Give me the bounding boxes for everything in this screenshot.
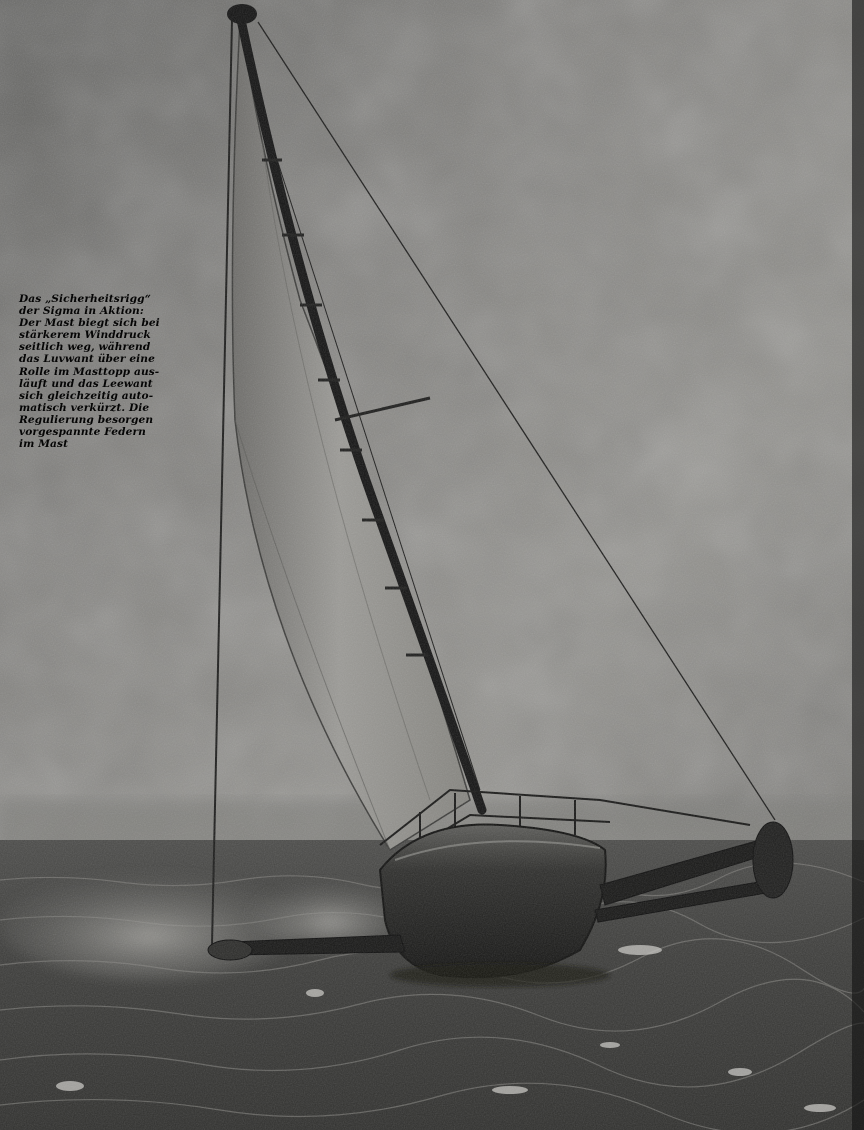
caption-line: sich gleichzeitig auto-	[19, 389, 154, 402]
caption-line: im Mast	[19, 438, 69, 451]
caption-line: seitlich weg, während	[19, 341, 151, 354]
caption-line: Rolle im Masttopp aus-	[19, 365, 160, 378]
caption-line: matisch verkürzt. Die	[19, 401, 150, 414]
caption-line: der Sigma in Aktion:	[19, 305, 144, 318]
caption-line: stärkerem Winddruck	[19, 329, 151, 342]
photo-caption	[19, 293, 169, 450]
caption-line: das Luvwant über eine	[19, 353, 155, 366]
caption-line: läuft und das Leewant	[19, 377, 153, 390]
caption-line: Der Mast biegt sich bei	[19, 317, 160, 330]
caption-line: Regulierung besorgen	[19, 413, 154, 426]
caption-line: Das „Sicherheitsrigg“	[19, 293, 151, 305]
caption-line: vorgespannte Federn	[19, 426, 146, 439]
